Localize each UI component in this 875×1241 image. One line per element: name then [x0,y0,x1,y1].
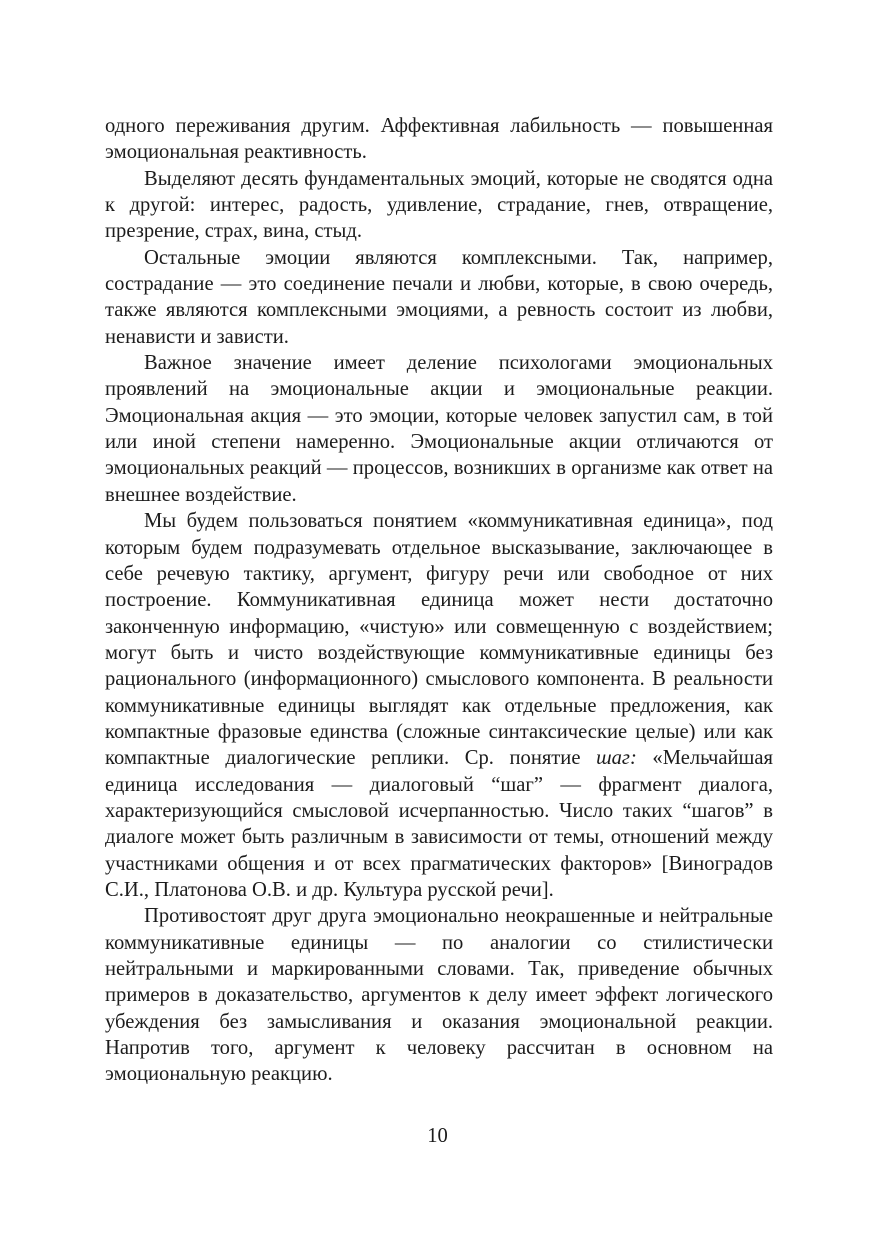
paragraph-4: Важное значение имеет деление психологами эмоциональных проявлений на эмоциональные акции и эмоциональные реакции. Эмоциональная акция — это эмоции, которые человек запустил сам, в той или иной степени намеренно. Эмоциональные акции отличаются от эмоциональных реакций — процессов, возникших в организме как ответ на внешнее воздействие. [105,352,773,506]
paragraph-1: одного переживания другим. Аффективная лабильность — повышенная эмоциональная реактивность. [105,115,773,164]
page-body [105,113,773,1088]
page-number: 10 [427,1125,448,1147]
paragraph-6: Противостоят друг друга эмоционально неокрашенные и нейтральные коммуникативные единицы — по аналогии со стилистически нейтральными и маркированными словами. Так, приведение обычных примеров в доказательство, аргументов к делу имеет эффект логического убеждения без замысливания и оказания эмоциональной реакции. Напротив того, аргумент к человеку рассчитан в основном на эмоциональную реакцию. [105,905,773,1086]
paragraph-5-part-2: «Мельчайшая единица исследования — диалоговый “шаг” — фрагмент диалога, характеризующийся смысловой исчерпанностью. Число таких “шагов” в диалоге может быть различным в зависимости от темы, отношений между участниками общения и от всех прагматических факторов» [Виноградов С.И., Платонова О.В. и др. Культура русской речи]. [105,747,773,901]
paragraph-3: Остальные эмоции являются комплексными. Так, например, сострадание — это соединение печали и любви, которые, в свою очередь, также являются комплексными эмоциями, а ревность состоит из любви, ненависти и зависти. [105,246,773,348]
paragraph-5-part-1: Мы будем пользоваться понятием «коммуникативная единица», под которым будем подразумевать отдельное высказывание, заключающее в себе речевую тактику, аргумент, фигуру речи или свободное от них построение. Коммуникативная единица может нести достаточно законченную информацию, «чистую» или совмещенную с воздействием; могут быть и чисто воздействующие коммуникативные единицы без рационального (информационного) смыслового компонента. В реальности коммуникативные единицы выглядят как отдельные предложения, как компактные фразовые единства (сложные синтаксические целые) или как компактные диалогические реплики. Ср. понятие [105,510,773,770]
italic-term: шаг: [596,747,637,770]
paragraph-5 [105,508,773,903]
paragraph-2: Выделяют десять фундаментальных эмоций, которые не сводятся одна к другой: интерес, радость, удивление, страдание, гнев, отвращение, презрение, страх, вина, стыд. [105,167,773,243]
